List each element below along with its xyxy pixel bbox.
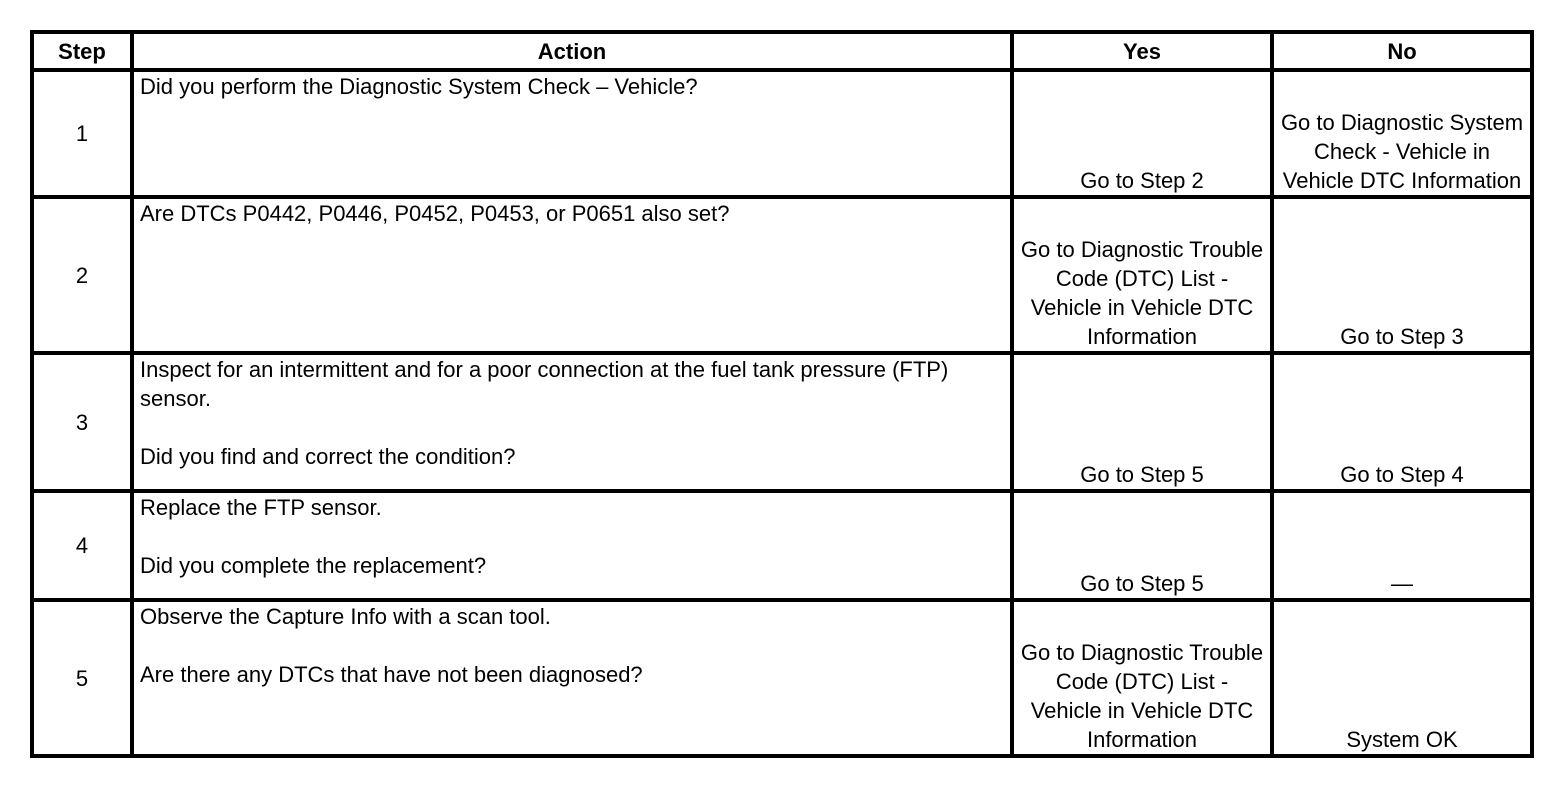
step-number: 4 — [32, 491, 132, 600]
yes-result: Go to Step 5 — [1012, 353, 1272, 491]
header-yes: Yes — [1012, 32, 1272, 70]
action-question: Did you find and correct the condition? — [140, 444, 516, 469]
action-instruction: Inspect for an intermittent and for a poor connection at the fuel tank pressure (FTP) sensor. — [140, 357, 949, 411]
action-cell — [132, 353, 1012, 491]
action-question: Are there any DTCs that have not been diagnosed? — [140, 662, 643, 687]
header-no: No — [1272, 32, 1532, 70]
table-row — [32, 600, 1532, 756]
table-row — [32, 70, 1532, 197]
table-row — [32, 491, 1532, 600]
no-result: Go to Diagnostic System Check - Vehicle in Vehicle DTC Information — [1272, 70, 1532, 197]
action-instruction: Replace the FTP sensor. — [140, 495, 382, 520]
no-result: Go to Step 3 — [1272, 197, 1532, 353]
diagnostic-table — [30, 30, 1534, 758]
no-result: — — [1272, 491, 1532, 600]
action-cell — [132, 197, 1012, 353]
action-text: Did you perform the Diagnostic System Check – Vehicle? — [140, 74, 698, 99]
action-cell — [132, 70, 1012, 197]
yes-result: Go to Step 2 — [1012, 70, 1272, 197]
no-result: Go to Step 4 — [1272, 353, 1532, 491]
action-text: Are DTCs P0442, P0446, P0452, P0453, or P0651 also set? — [140, 201, 730, 226]
action-question: Did you complete the replacement? — [140, 553, 487, 578]
header-action: Action — [132, 32, 1012, 70]
step-number: 2 — [32, 197, 132, 353]
step-number: 3 — [32, 353, 132, 491]
yes-result: Go to Step 5 — [1012, 491, 1272, 600]
step-number: 5 — [32, 600, 132, 756]
table-row — [32, 197, 1532, 353]
action-cell — [132, 491, 1012, 600]
action-cell — [132, 600, 1012, 756]
yes-result: Go to Diagnostic Trouble Code (DTC) List - Vehicle in Vehicle DTC Information — [1012, 197, 1272, 353]
yes-result: Go to Diagnostic Trouble Code (DTC) List - Vehicle in Vehicle DTC Information — [1012, 600, 1272, 756]
no-result: System OK — [1272, 600, 1532, 756]
header-row — [32, 32, 1532, 70]
step-number: 1 — [32, 70, 132, 197]
table-row — [32, 353, 1532, 491]
action-instruction: Observe the Capture Info with a scan tool. — [140, 604, 551, 629]
header-step: Step — [32, 32, 132, 70]
